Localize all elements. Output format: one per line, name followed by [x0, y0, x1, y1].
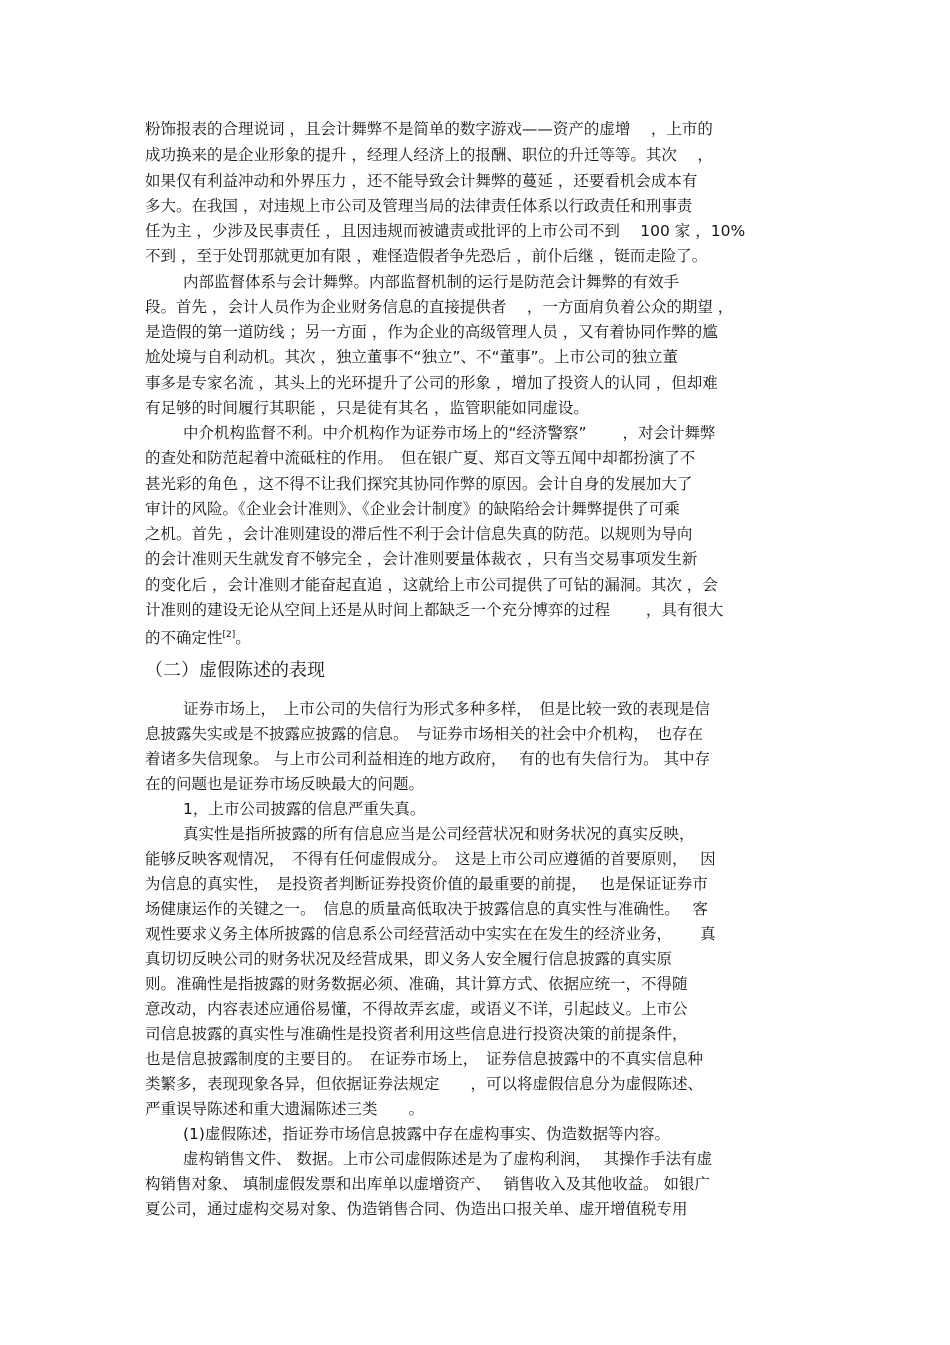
paragraph-line: 严重误导陈述和重大遗漏陈述三类 。: [145, 1100, 425, 1118]
paragraph-line: 场健康运作的关键之一。 信息的质量高低取决于披露信息的真实性与准确性。 客: [145, 900, 708, 918]
paragraph-line: 司信息披露的真实性与准确性是投资者利用这些信息进行投资决策的前提条件，: [145, 1025, 688, 1043]
paragraph-line: 为信息的真实性， 是投资者判断证券投资价值的最重要的前提， 也是保证证券市: [145, 875, 708, 893]
paragraph-line: 在的问题也是证券市场反映最大的问题。: [145, 775, 425, 793]
paragraph-line: 成功换来的是企业形象的提升 ，经理人经济上的报酬、职位的升迁等等。其次 ，: [145, 146, 713, 164]
paragraph-line: 任为主 ，少涉及民事责任 ，且因违规而被谴责或批评的上市公司不到 100 家 ，10%: [145, 222, 746, 240]
paragraph-line: 的变化后 ，会计准则才能奋起直追 ，这就给上市公司提供了可钻的漏洞。其次 ，会: [145, 576, 718, 594]
paragraph-line-last: [145, 623, 805, 648]
paragraph-line: 不到 ，至于处罚那就更加有限 ，难怪造假者争先恐后 ，前仆后继 ，铤而走险了。: [145, 247, 708, 265]
paragraph-line: 构销售对象、 填制虚假发票和出库单以虚增资产、 销售收入及其他收益。 如银广: [145, 1175, 711, 1193]
paragraph-line: 证券市场上， 上市公司的失信行为形式多种多样， 但是比较一致的表现是信: [183, 700, 711, 718]
paragraph-line: 是造假的第一道防线 ；另一方面 ，作为企业的高级管理人员 ，又有着协同作弊的尴: [145, 323, 718, 341]
section-heading: （二）虚假陈述的表现: [145, 660, 325, 681]
paragraph-line: 真切切反映公司的财务状况及经营成果，即义务人安全履行信息披露的真实原: [145, 950, 673, 968]
paragraph-line: 着诸多失信现象。 与上市公司利益相连的地方政府， 有的也有失信行为。 其中存: [145, 750, 711, 768]
paragraph-line: 之机。首先 ，会计准则建设的滞后性不利于会计信息失真的防范。以规则为导向: [145, 525, 693, 543]
paragraph-line: 事多是专家名流 ，其头上的光环提升了公司的形象 ，增加了投资人的认同 ，但却难: [145, 374, 718, 392]
paragraph-line: 如果仅有利益冲动和外界压力 ，还不能导致会计舞弊的蔓延 ，还要看机会成本有: [145, 172, 698, 190]
paragraph-line: 也是信息披露制度的主要目的。 在证券市场上， 证券信息披露中的不真实信息种: [145, 1050, 704, 1068]
paragraph-line: 有足够的时间履行其职能 ，只是徒有其名 ，监管职能如同虚设。: [145, 399, 589, 417]
citation-marker: [2]: [222, 630, 236, 640]
line-text: 的不确定性: [145, 629, 223, 647]
paragraph-line: 段。首先 ，会计人员作为企业财务信息的直接提供者 ，一方面肩负着公众的期望 ，: [145, 298, 734, 316]
paragraph-line: 尬处境与自利动机。其次 ，独立董事不“独立”、不“董事”。上市公司的独立董: [145, 348, 679, 366]
paragraph-line: 夏公司，通过虚构交易对象、伪造销售合同、伪造出口报关单、虚开增值税专用: [145, 1200, 688, 1218]
paragraph-line: 审计的风险。《企业会计准则》、《企业会计制度》的缺陷给会计舞弊提供了可乘: [145, 500, 680, 518]
paragraph-line: (1)虚假陈述，指证券市场信息披露中存在虚构事实、伪造数据等内容。: [183, 1125, 670, 1143]
paragraph-line: 中介机构监督不利。中介机构作为证券市场上的“经济警察” ，对会计舞弊: [183, 424, 716, 442]
line-end: 。: [235, 629, 251, 647]
paragraph-line: 虚构销售文件、 数据。上市公司虚假陈述是为了虚构利润， 其操作手法有虚: [183, 1150, 713, 1168]
paragraph-line: 则。准确性是指披露的财务数据必须、准确，其计算方式、依据应统一，不得随: [145, 975, 688, 993]
paragraph-line: 的查处和防范起着中流砥柱的作用。 但在银广夏、郑百文等五闻中却都扮演了不: [145, 449, 696, 467]
paragraph-line: 的会计准则天生就发育不够完全 ，会计准则要量体裁衣 ，只有当交易事项发生新: [145, 550, 698, 568]
paragraph-line: 意改动，内容表述应通俗易懂，不得故弄玄虚，或语义不详，引起歧义。上市公: [145, 1000, 688, 1018]
paragraph-line: 类繁多，表现现象各异，但依据证券法规定 ，可以将虚假信息分为虚假陈述、: [145, 1075, 704, 1093]
paragraph-line: 真实性是指所披露的所有信息应当是公司经营状况和财务状况的真实反映，: [183, 825, 695, 843]
paragraph-line: 计准则的建设无论从空间上还是从时间上都缺乏一个充分博弈的过程 ，具有很大: [145, 601, 724, 619]
paragraph-line: 粉饰报表的合理说词 ，且会计舞弊不是简单的数字游戏——资产的虚增 ，上市的: [145, 120, 713, 138]
paragraph-line: 多大。在我国 ，对违规上市公司及管理当局的法律责任体系以行政责任和刑事责: [145, 197, 693, 215]
paragraph-line: 内部监督体系与会计舞弊。内部监督机制的运行是防范会计舞弊的有效手: [183, 273, 680, 291]
paragraph-line: 观性要求义务主体所披露的信息系公司经营活动中实实在在发生的经济业务， 真: [145, 925, 716, 943]
paragraph-line: 甚光彩的角色 ，这不得不让我们探究其协同作弊的原因。会计自身的发展加大了: [145, 475, 693, 493]
list-item-heading: 1，上市公司披露的信息严重失真。: [183, 800, 426, 818]
paragraph-line: 息披露失实或是不披露应披露的信息。 与证券市场相关的社会中介机构， 也存在: [145, 725, 704, 743]
paragraph-line: 能够反映客观情况， 不得有任何虚假成分。 这是上市公司应遵循的首要原则， 因: [145, 850, 716, 868]
